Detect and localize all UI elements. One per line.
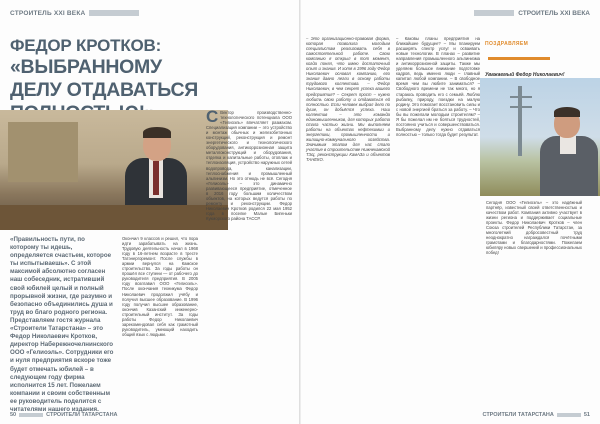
header-rule [89, 10, 139, 16]
page-folio-left [10, 412, 118, 418]
body-column-intro [206, 107, 292, 221]
portrait-photo-outdoor [480, 78, 600, 196]
body-text-intro: Вектор производственно-технологического потенциала ООО «Гелиоэль» впечатляет размахом. Специализация компании – это устройство и монтаж обычных и железобетонных конструкций, реконструкция и ремонт энергетического и технологического оборудования, антикоррозионная защита металлоконструкций и оборудования, отделка и капитальные работы, отоплаж и теплоизоляция, устройство наружных сетей водопровода, канализации, теплоснабжения и промышленный альпинизм. Но это отнюдь не всё. Сегодня «Гелиоэль» – это динамично развивающееся предприятие, отмеченное в 2016 году большим количеством объектов, на которых ведутся работы по ремонту и реконструкции. Федор Николаевич Кротков родился 22 мая 1952 года в поселке Малые Бигеньки Кукморского района ТАССР. [206, 110, 292, 221]
body-text: Сегодня ООО «Гелиоэль» – это надёжный партнёр, известный своей ответственностью и качеством работ. Компания активно участвует в жизни региона и поддерживает социальные проекты. Федор Николаевич Кротков – член Союза строителей Республики Татарстан, за многолетний добросовестный труд неоднократно награждался почётными грамотами и благодарностями. Пожелаем юбиляру новых свершений и профессиональных побед! [486, 200, 582, 256]
portrait-photo-office [0, 107, 228, 230]
section-header-label: СТРОИТЕЛЬ XXI ВЕКА [518, 10, 590, 17]
headline-quote: «ВЫБРАННОМУ ДЕЛУ ОТДАВАТЬСЯ [10, 56, 198, 101]
interview-column-2 [396, 36, 480, 137]
page-number: 51 [583, 412, 590, 418]
bookshelf [8, 122, 78, 182]
section-header-label: СТРОИТЕЛЬ XXI ВЕКА [10, 10, 86, 17]
magazine-name: СТРОИТЕЛИ ТАТАРСТАНА [482, 412, 554, 418]
section-header-right [474, 10, 590, 17]
person-figure [540, 108, 598, 196]
headline-name: ФЕДОР КРОТКОВ: [10, 36, 162, 55]
interview-text: – Это организационно-правовая форма, которая позволила молодым специалистам реализовать себя в самостоятельной работе. Свою компанию я открыл в тот момент, когда понял, что имею достаточный опыт и знания. И хотя в 1996 году Федор Николаевич основал компанию, его знания давно легли в основу работы трудового коллектива. – Федор Николаевич, в чем секрет успеха вашего предприятия? – Секрет прост – нужно любить свою работу и отдаваться ей полностью. Если человек выбрал дело по душе, он добьётся успеха. Наш коллектив – это команда единомышленников, для которых работа стала частью жизни. Мы выполняем работы на объектах нефтехимии и энергетики, промышленности и жилищно-коммунального хозяйства. Значимым этапом для нас стало участие в строительстве Нижнекамской ТЭЦ, реконструкции КамАЗа и объектов ТАНЕКО. [306, 36, 390, 163]
desk [0, 205, 228, 230]
section-header [10, 10, 139, 17]
right-page [300, 0, 600, 424]
interview-column-1 [306, 36, 390, 162]
body-column [122, 236, 198, 337]
magazine-name: СТРОИТЕЛИ ТАТАРСТАНА [46, 412, 118, 418]
drop-cap: С [206, 107, 219, 126]
congrats-text: Уважаемый Федор Николаевич! [485, 72, 565, 78]
header-rule [474, 10, 514, 16]
page-number: 50 [10, 412, 17, 418]
body-column-closing [486, 200, 582, 256]
interview-text: – Каковы планы предприятия на ближайшее будущее? – Мы планируем расширять спектр услуг и осваивать новые технологии. В планах – развитие направления промышленного альпинизма и антикоррозионной защиты. Также мы уделяем большое внимание подготовке кадров, ведь именно люди – главный капитал любой компании. – В свободное время чем вы любите заниматься? – Свободного времени не так много, но я стараюсь проводить его с семьёй. Люблю рыбалку, природу, поездки на малую родину. Это помогает восстановить силы и с новой энергией браться за работу. – Что бы вы пожелали молодым строителям? – Я бы пожелал им не бояться трудностей, постоянно учиться и совершенствоваться. Выбранному делу нужно отдаваться полностью – только тогда будет результат. [396, 36, 480, 137]
lead-quote: «Правильность пути, по которому ты идешь, определяется счастьем, которое ты испытываешь». С этой максимой абсолютно согласен наш собеседник, истративший свой юбилей целый и полный прорывной жизни, где разумно и безопасно объединились душа и труд во благо родного региона. Представляем гостя журнала «Строители Татарстана» – это Федор Николаевич Кротков, директор Набережночелнинского ООО «Гелиоэль». Сотрудники его и нуля предприятия вскоре тоже будет отмечать юбилей – в следующем году фирма исполнится 15 лет. Пожелаем компании и своим собственным ее руководитель поделится с читателями нашего издания. [10, 236, 114, 413]
page-folio-right [482, 412, 590, 418]
body-text: Окончил 9 классов и решил, что пора идти зарабатывать на жизнь. Трудовую деятельность начал в 1968 году в 16-летнем возрасте в тресте Татэнергоремонт. После службы в армии вернулся на Камское строительство. За годы работы он прошёл все ступени — от рабочего до руководителя предприятия. В 2005 году возглавил ООО «Гелиоэль». После окончания техникума Федор Николаевич продолжил учёбу и получил высшее образование. В 1996 году получил высшее образование, окончив Казанский инженерно-строительный институт. За годы работы Федор Николаевич зарекомендовал себя как грамотный руководитель, умеющий находить общий язык с людьми. [122, 236, 198, 337]
congrats-tag: ПОЗДРАВЛЯЕМ [485, 41, 529, 47]
